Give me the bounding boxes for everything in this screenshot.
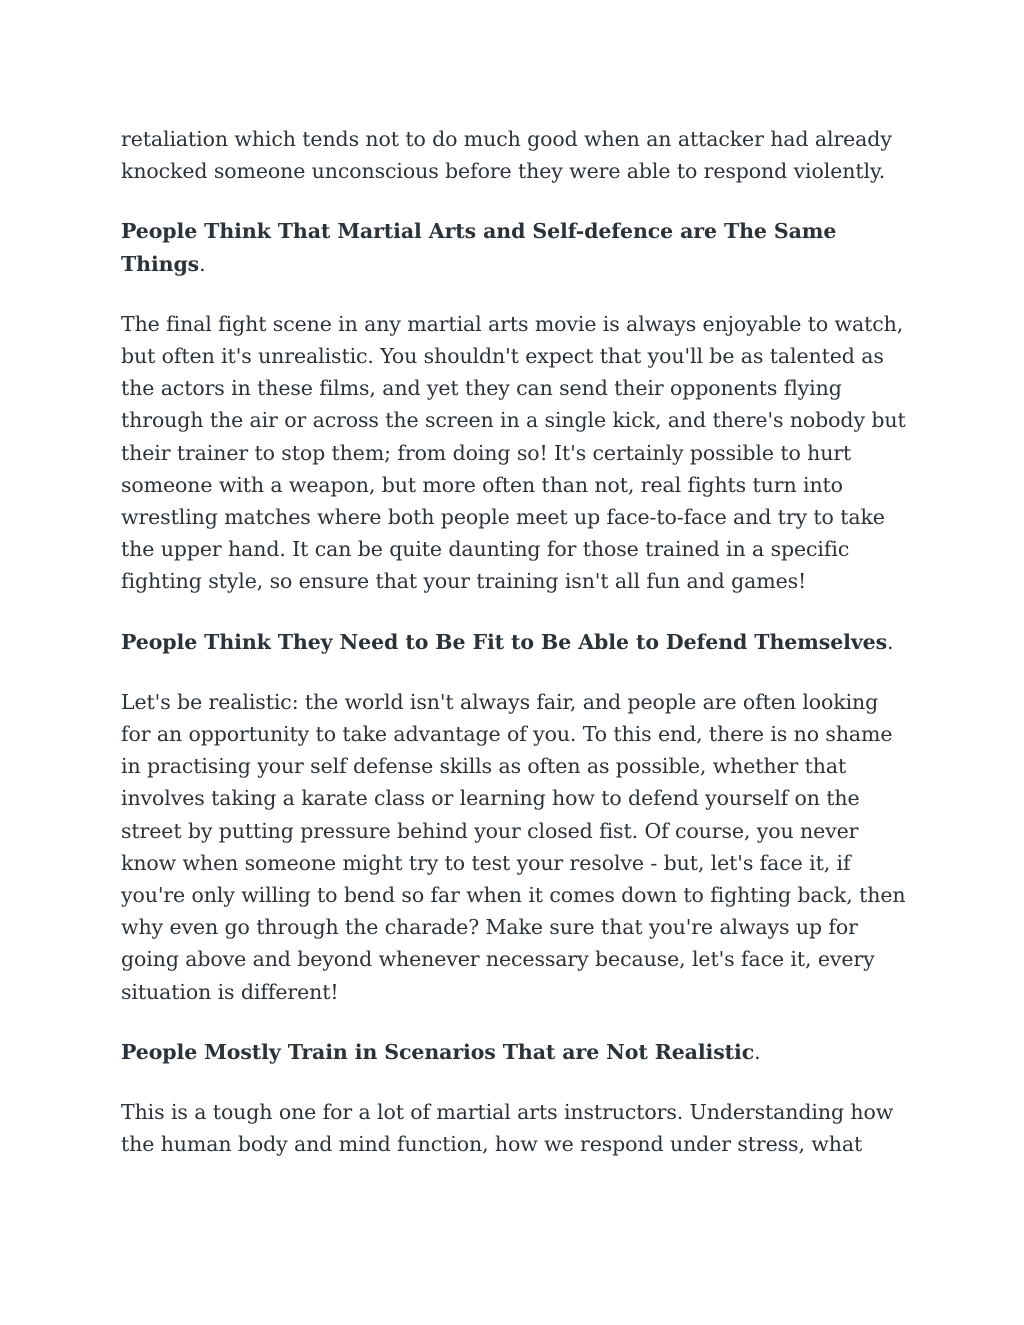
heading-text: People Think They Need to Be Fit to Be Able to Defend Themselves [121,629,888,654]
heading-period: . [887,629,894,654]
heading-martial-arts-vs-self-defence [121,215,911,279]
heading-period: . [199,251,206,276]
document-page [121,123,911,1188]
heading-text: People Think That Martial Arts and Self-defence are The Same Things [121,219,837,276]
heading-need-to-be-fit [121,626,911,658]
paragraph-retaliation: retaliation which tends not to do much good when an attacker had already knocked someone unconscious before they were able to respond violently. [121,127,892,184]
paragraph-be-realistic: Let's be realistic: the world isn't always fair, and people are often looking for an opportunity to take advantage of you. To this end, there is no shame in practising your self defense skills as often as possible, whether that involves taking a karate class or learning how to defend yourself on the street by putting pressure behind your closed fist. Of course, you never know when someone might try to test your resolve - but, let's face it, if you're only willing to bend so far when it comes down to fighting back, then why even go through the charade? Make sure that you're always up for going above and beyond whenever necessary because, let's face it, every situation is different! [121,689,906,1004]
heading-unrealistic-scenarios [121,1036,911,1068]
paragraph-tough-one: This is a tough one for a lot of martial arts instructors. Understanding how the human body and mind function, how we respond under stress, what [121,1100,894,1157]
heading-text: People Mostly Train in Scenarios That are Not Realistic [121,1039,755,1064]
heading-period: . [754,1039,761,1064]
paragraph-final-fight-scene: The final fight scene in any martial arts movie is always enjoyable to watch, but often it's unrealistic. You shouldn't expect that you'll be as talented as the actors in these films, and yet they can send their opponents flying through the air or across the screen in a single kick, and there's nobody but their trainer to stop them; from doing so! It's certainly possible to hurt someone with a weapon, but more often than not, real fights turn into wrestling matches where both people meet up face-to-face and try to take the upper hand. It can be quite daunting for those trained in a specific fighting style, so ensure that your training isn't all fun and games! [121,311,906,594]
